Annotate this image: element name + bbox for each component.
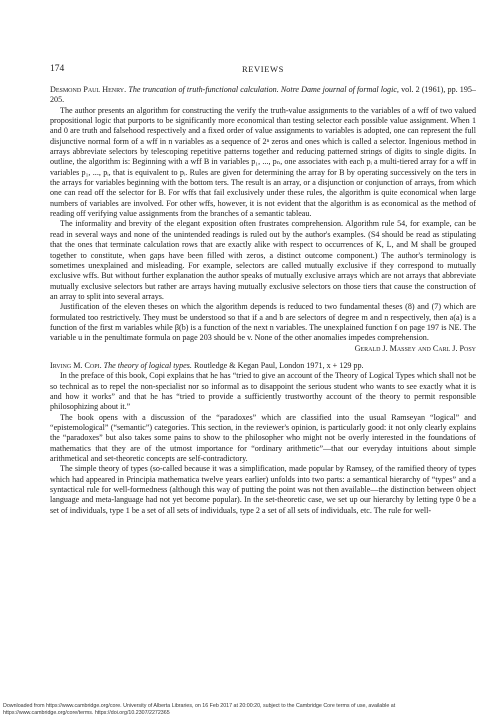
review-title: The truncation of truth-functional calculation. [128,85,279,94]
review-henry [50,85,476,354]
page-header [50,64,476,78]
page-number: 174 [50,64,65,74]
review-paragraph: Justification of the eleven theses on which the algorithm depends is reduced to two fundamental theses (8) and (7) which are formulated too restrictively. They must be understood so that if a and b are selectors of degree m and n respectively, then a(a) is a function of the first m variables while β(b) is a function of the next n variables. The unexplained function f on page 197 is NE. The variable u in the penultimate formula on page 203 should be v. None of the other anomalies impedes comprehension. [50,302,476,343]
review-copi [50,361,476,516]
footer-line: Downloaded from https://www.cambridge.org/core. University of Alberta Libraries, on 16 Feb 2017 at 20:00:20, subject to the Cambridge Core terms of use, available at [3,703,396,709]
review-citation: Desmond Paul Henry. The truncation of truth-functional calculation. Notre Dame journal of formal logic, vol. 2 (1961), pp. 195–205. [50,85,476,105]
review-journal: Notre Dame journal of formal logic, [280,85,399,94]
review-paragraph: The simple theory of types (so-called because it was a simplification, made popular by Ramsey, of the ramified theory of types which had appeared in Principia mathematica twelve years earlier) unfolds into two parts: a semantical hierarchy of “types” and a syntactical rule for well-formedness (although this way of putting the point was not then available—the distinction between object language and meta-language had not yet become popular). In the set-theoretic case, we set up our hierarchy by letting type 0 be a set of individuals, type 1 be a set of all sets of individuals, type 2 a set of all sets of individuals, etc. The rule for well- [50,464,476,515]
review-paragraph: The informality and brevity of the elegant exposition often frustrates comprehension. Algorithm rule 54, for example, can be read in several ways and none of the unintended readings is ruled out by the author's examples. (S4 should be read as stipulating that the ones that terminate calculation rows that are exactly alike with respect to occurrences of K, L, and M shall be grouped together to constitute, when gaps have been filled with zeros, a distinct outcome component.) The author's terminology is sometimes unexplained and misleading. For example, selectors are called mutually exclusive if they correspond to mutually exclusive wffs. But without further explanation the author speaks of mutually exclusive arrays which are not arrays that abbreviate mutually exclusive selectors but rather are arrays having mutually exclusive selectors on those tiers that cause the construction of an array to split into several arrays. [50,219,476,301]
page-body [50,85,476,516]
footer-line: https://www.cambridge.org/core/terms. https://doi.org/10.2307/2272365 [3,710,170,716]
review-author: Irving M. Copi [50,360,100,370]
review-citation: Irving M. Copi. The theory of logical types. Routledge & Kegan Paul, London 1971, x + 129 pp. [50,360,364,370]
review-paragraph: In the preface of this book, Copi explains that he has “tried to give an account of the Theory of Logical Types which shall not be so technical as to repel the non-specialist nor so informal as to disappoint the serious student who wants to see exactly what it is and how it works” and that he has “tried to provide a sufficiently trustworthy account of the theory to permit responsible philosophizing about it.” [50,371,476,412]
review-publication: vol. 2 (1961), pp. 195–205. [50,85,476,105]
review-publication: Routledge & Kegan Paul, London 1971, x + 129 pp. [193,360,364,370]
reviewer-signature: Gerald J. Massey and Carl J. Posy [354,343,476,353]
page [50,64,476,516]
running-head: REVIEWS [242,64,284,74]
review-title: The theory of logical types. [103,360,192,370]
download-footer [3,703,501,717]
review-paragraph: The book opens with a discussion of the “paradoxes” which are classified into the usual Ramseyan “logical” and “epistemological” (“semantic”) categories. This section, in the reviewer's opinion, is particularly good: it not only clearly explains the “paradoxes” but also takes some pains to show to the philosopher who might not be overly interested in the foundations of mathematics that they are of the utmost importance for “ordinary arithmetic”—that our everyday intuitions about simple arithmetical and set-theoretic concepts are self-contradictory. [50,412,476,464]
review-author: Desmond Paul Henry [50,85,125,94]
review-paragraph: The author presents an algorithm for constructing the verify the truth-value assignments to the variables of a wff of two valued propositional logic that purports to be significantly more economical than testing selector each possible value assignment. When 1 and 0 are truth and falsehood respectively and a fixed order of value assignments to variables is adopted, one can represent the full disjunctive normal form of a wff in n variables as a sequence of 2ⁿ zeros and ones which is called a selector. Ingenious method in arrays abbreviate selectors by telescoping repetitive patterns together and reducing patterned strings of digits to single digits. In outline, the algorithm is: Beginning with a wff B in variables p₁, ..., pₙ, one associates with each pᵢ a multi-tiered array for a wff in variables p₁, ..., pᵢ, that is equivalent to pᵢ. Rules are given for determining the array for B by operating successively on the ters in the arrays for variables beginning with the bottom ters. The result is an array, or a disjunction or conjunction of arrays, from which one can read off the selector for B. For wffs that fail exclusively under these rules, the algorithm is quite economical when large numbers of variables are involved. For other wffs, however, it is not evident that the algorithm is as economical as the method of reading off verifying value assignments from the branches of a semantic tableau. [50,105,476,219]
